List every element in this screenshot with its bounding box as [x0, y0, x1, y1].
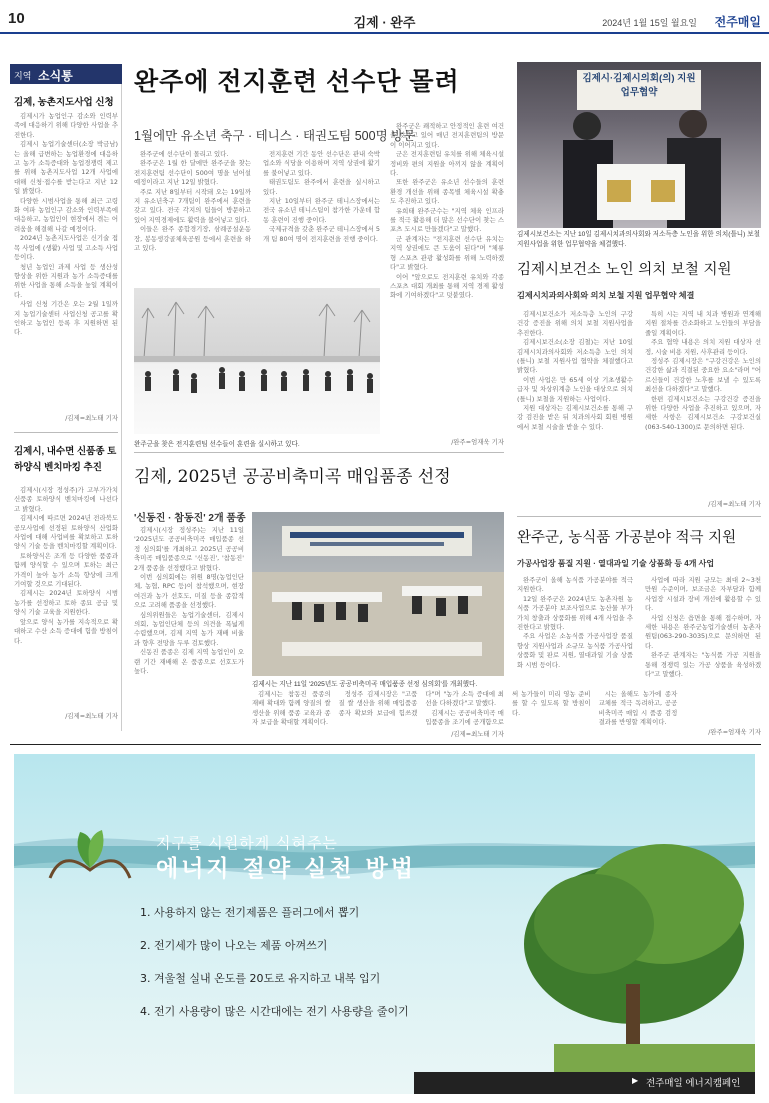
- byline: /김제=최노태 기자: [708, 500, 761, 508]
- story1-body: 완주군에 선수단이 몰리고 있다. 완주군은 1월 한 달에만 완주군을 찾는 전지훈련팀 선수단이 500여 명을 넘어설 예정이라고 지난 12일 밝혔다. 주로 지난 8일부터 시작돼 오는 19일까지 유소년축구 7개팀이 완주에서 훈련을 갖고 있다. 전국 각지의 팀들이 방문하고 있어 지역경제에도 활력을 불어넣고 있다. 이들은 완주 종합경기장, 삼례공설운동장, 봉동생강골체육공원 등에서 훈련을 하고 있다. 전지훈련 기간 동안 선수단은 관내 숙박업소와 식당을 이용하며 지역 상권에 활기를 불어넣고 있다. 태권도팀도 완주에서 훈련을 실시하고 있다. 지난 10일부터 완주군 테니스장에서는 전국 유소년 테니스팀이 참가한 가운데 합동 훈련이 진행 중이다. 국제규격을 갖춘 완주군 테니스장에서 5개 팀 80여 명이 전지훈련을 진행 중이다.: [134, 150, 380, 253]
- story2-headline: 김제, 2025년 공공비축미곡 매입품종 선정: [134, 467, 451, 487]
- divider: [14, 432, 118, 433]
- meeting-photo: [252, 512, 504, 676]
- brief-tag-big: 소식통: [38, 69, 73, 83]
- byline: /김제=최노태 기자: [451, 730, 504, 738]
- ad-item: 3. 겨울철 실내 온도를 20도로 유지하고 내복 입기: [140, 972, 381, 985]
- brief-item-title: 김제, 농촌지도사업 신청: [14, 97, 114, 108]
- divider: [517, 516, 761, 517]
- page-header: [0, 0, 769, 34]
- agreement-banner-text: 김제시·김제시의회(의) 지원 업무협약: [582, 73, 696, 98]
- training-photo: [134, 288, 380, 434]
- training-photo-caption: 완주군을 찾은 전지훈련팀 선수들이 훈련을 실시하고 있다.: [134, 441, 300, 448]
- issue-date: 2024년 1월 15일 월요일: [602, 18, 697, 28]
- training-photo-image: [134, 288, 380, 434]
- brief-item-body: 김제시가 농업인구 감소와 인력부족에 대응하기 위해 다양한 사업을 추진한다. 김제시 농업기술센터(소장 박금남)는 올해 급변하는 농업환경에 대응하고 농가 소득증대와 농업경쟁력 제고를 위해 농촌지도사업 12개 사업에 대해 신청·접수를 받는다고 지난 12일 밝혔다. 다양한 시범사업을 통해 최근 고령화 여파 농업인구 감소와 인력부족에 대응하고, 농업인이 현장에서 겪는 어려움을 해결해 나갈 예정이다. 2024년 농촌지도사업은 신기술 접목 사업에 (생활) 사업 및 고소득 사업 등이다. 청년 농업인 과제 사업 등 생산성 향상을 위한 지원과 농가 소득증대를 위한 사업을 통해 소득을 높일 계획이다. 사업 신청 기간은 오는 2월 1일까지 농업기술센터 사업신청 공고를 확인하고 농업인 등록 후 지원하면 된다.: [14, 112, 118, 337]
- byline: /김제=최노태 기자: [65, 712, 118, 720]
- paper-name: 전주매일: [714, 15, 761, 29]
- brief-tag-small: 지역: [14, 71, 32, 81]
- section-title: 김제 · 완주: [353, 15, 416, 30]
- agreement-photo-caption: 김제시보건소는 지난 10일 김제시치과의사회와 저소득층 노인을 위한 의치(틀니) 보철 지원사업을 위한 업무협약을 체결했다.: [517, 231, 760, 248]
- byline: /완주=엄재욱 기자: [708, 728, 761, 736]
- play-arrow-icon: ▶: [632, 1076, 639, 1085]
- story3-headline: 김제시보건소 노인 의치 보철 지원: [517, 262, 732, 278]
- energy-campaign-ad: [14, 754, 755, 1094]
- meeting-photo-image: [252, 512, 504, 676]
- story4-subhead: 가공사업장 품질 지원 · 열대과일 기술 상품화 등 4개 사업: [517, 559, 715, 568]
- story1-subhead: 1월에만 유소년 축구 · 테니스 · 태권도팀 500명 방문: [134, 129, 416, 143]
- page-number: 10: [8, 10, 25, 27]
- ad-title: 에너지 절약 실천 방법: [156, 856, 416, 882]
- ad-item: 1. 사용하지 않는 전기제품은 플러그에서 뽑기: [140, 906, 360, 919]
- story2-body-cont: 김제시는 참동진 품종의 재배 확대와 함께 양질의 쌀 생산을 위해 품종 교육과 종자 보급을 확대할 계획이다. 정성주 김제시장은 "고품질 쌀 생산을 위해 매입품종 종자 확보와 보급에 힘쓰겠다"며 "농가 소득 증대에 최선을 다하겠다"고 말했다. 김제시는 공공비축미곡 매입품종을 조기에 공개함으로써 농가들이 미리 영농 준비를 할 수 있도록 할 방침이다. 시는 올해도 농가에 종자 교체를 적극 독려하고, 공공비축미곡 매입 시 품종 검정 결과를 반영할 계획이다.: [252, 690, 678, 727]
- ad-item: 2. 전기세가 많이 나오는 제품 아껴쓰기: [140, 939, 328, 952]
- story2-body: 김제시(시장 정성주)는 지난 11일 '2025년도 공공비축미곡 매입품종 선정 심의회'를 개최하고 2025년 공공비축미곡 매입품종으로 '신동진', '참동진' 2개 품종을 선정했다고 밝혔다. 이번 심의회에는 위원 8명(농업인단체, 농협, RPC 등)이 참석했으며, 현장 여건과 농가 선호도, 미질 등을 종합적으로 고려해 품종을 선정했다. 심의위원들은 농업기술센터, 김제시의회, 농업인단체 등의 의견을 폭넓게 수렴했으며, 김제 지역 농가 재배 비율과 향후 전망을 두루 검토했다. 신동진 품종은 김제 지역 농업인이 오랜 기간 재배해 온 품종으로 선호도가 높다.: [134, 526, 244, 676]
- story1-headline: 완주에 전지훈련 선수단 몰려: [134, 68, 460, 96]
- divider: [134, 452, 504, 453]
- ad-kicker: 지구를 시원하게 식혀주는: [156, 834, 338, 852]
- story3-subhead: 김제시치과의사회와 의치 보철 지원 업무협약 체결: [517, 291, 695, 300]
- ad-footer: 전주매일 에너지캠페인: [646, 1078, 741, 1089]
- hands-leaf-icon: [42, 818, 138, 892]
- brief-tag: [10, 64, 122, 84]
- ad-item: 4. 전기 사용량이 많은 시간대에는 전기 사용량을 줄이기: [140, 1005, 409, 1018]
- story3-body: 김제시보건소가 저소득층 노인의 구강 건강 증진을 위해 의치 보철 지원사업을 추진한다. 김제시보건소(소장 김철)는 지난 10일 김제시치과의사회와 저소득층 노인 의치(틀니) 보철 지원사업 협약을 체결했다고 밝혔다. 이번 사업은 만 65세 이상 기초생활수급자 및 차상위계층 노인을 대상으로 의치(틀니) 보철을 지원하는 사업이다. 지원 대상자는 김제시보건소를 통해 구강 검진을 받은 뒤 치과의사회 회원 병원에서 보철 시술을 받을 수 있다. 특히 시는 지역 내 치과 병원과 연계해 지원 절차를 간소화하고 노인들의 부담을 줄일 계획이다. 주요 협약 내용은 의치 지원 대상자 선정, 시술 비용 지원, 사후관리 등이다. 정성주 김제시장은 "구강건강은 노인의 건강한 삶과 직결된 중요한 요소"라며 "어르신들이 건강한 노후를 보낼 수 있도록 최선을 다하겠다"고 말했다. 한편 김제시보건소는 구강건강 증진을 위한 다양한 사업을 추진하고 있으며, 자세한 사항은 김제시보건소 구강보건실(063-540-1300)로 문의하면 된다.: [517, 310, 761, 431]
- story4-headline: 완주군, 농식품 가공분야 적극 지원: [517, 530, 737, 546]
- ad-divider: [10, 744, 761, 745]
- story4-body: 완주군이 올해 농식품 가공분야를 적극 지원한다. 12일 완주군은 2024년도 농촌자원 농식품 가공분야 보조사업으로 농산물 부가가치 창출과 상품화를 위해 4개 사업을 추진한다고 밝혔다. 주요 사업은 소농식품 가공사업장 품질 향상 지원사업과 소규모 농식품 가공사업 상품화 및 판로 지원, 열대과일 기술 상품화 시범 등이다. 사업에 따라 지원 규모는 최대 2~3천만원 수준이며, 보조금은 자부담과 함께 사업장 시설과 장비 개선에 활용할 수 있다. 사업 신청은 읍면을 통해 접수하며, 자세한 내용은 완주군농업기술센터 농촌자원팀(063-290-3035)으로 문의하면 된다. 완주군 관계자는 "농식품 가공 지원을 통해 경쟁력 있는 가공 상품을 육성하겠다"고 말했다.: [517, 576, 761, 679]
- ad-background-art: [14, 754, 755, 1094]
- meeting-photo-caption: 김제시는 지난 11일 '2025년도 공공비축미곡 매입품종 선정 심의회'를 개최했다.: [252, 681, 478, 688]
- byline: /김제=최노태 기자: [65, 414, 118, 422]
- brief-item-title: 김제시, 내수면 신품종 토하양식 벤치마킹 추진: [14, 446, 117, 473]
- story2-subhead: '신동진 · 참동진' 2개 품종: [134, 513, 246, 524]
- brief-item-body: 김제시(시장 정성주)가 고부가가치 신품종 토하양식 벤치마킹에 나선다고 밝혔다. 김제시에 따르면 2024년 전라북도 공모사업에 선정된 토하양식 산업화 사업에 대해 사업비를 확보하고 토하양식 기술 등을 벤치마킹할 계획이다. 토하양식은 조개 등 다양한 품종과 함께 양식할 수 있으며 토하는 최근 가격이 높아 농가 소득 향상에 크게 기여할 것으로 기대된다. 김제시는 2024년 토하양식 시범 농가를 선정하고 토하 종묘 공급 및 양식 기술 교육을 지원한다. 앞으로 양식 농가를 지속적으로 확대하고 수산 소득 증대에 힘쓸 방침이다.: [14, 486, 118, 645]
- story1-body-cont: 완주군은 쾌적하고 안정적인 훈련 여건을 갖추고 있어 매년 전지훈련팀의 방문이 이어지고 있다. 군은 전지훈련팀 유치를 위해 체육시설 정비와 편의 지원을 아끼지 않을 계획이다. 또한 완주군은 유소년 선수들의 훈련 환경 개선을 위해 종목별 체육시설 확충도 추진하고 있다. 유희태 완주군수는 "지역 체육 인프라를 적극 활용해 더 많은 선수단이 찾는 스포츠 도시로 만들겠다"고 말했다. 군 관계자는 "전지훈련 선수단 유치는 지역 상권에도 큰 도움이 된다"며 "체류형 스포츠 관광 활성화를 위해 노력하겠다"고 밝혔다. 이어 "앞으로도 전지훈련 유치와 각종 스포츠 대회 개최를 통해 지역 경제 활성화에 기여하겠다"고 덧붙였다.: [390, 122, 504, 300]
- agreement-photo: [517, 62, 761, 228]
- byline: /완주=엄재욱 기자: [451, 438, 504, 446]
